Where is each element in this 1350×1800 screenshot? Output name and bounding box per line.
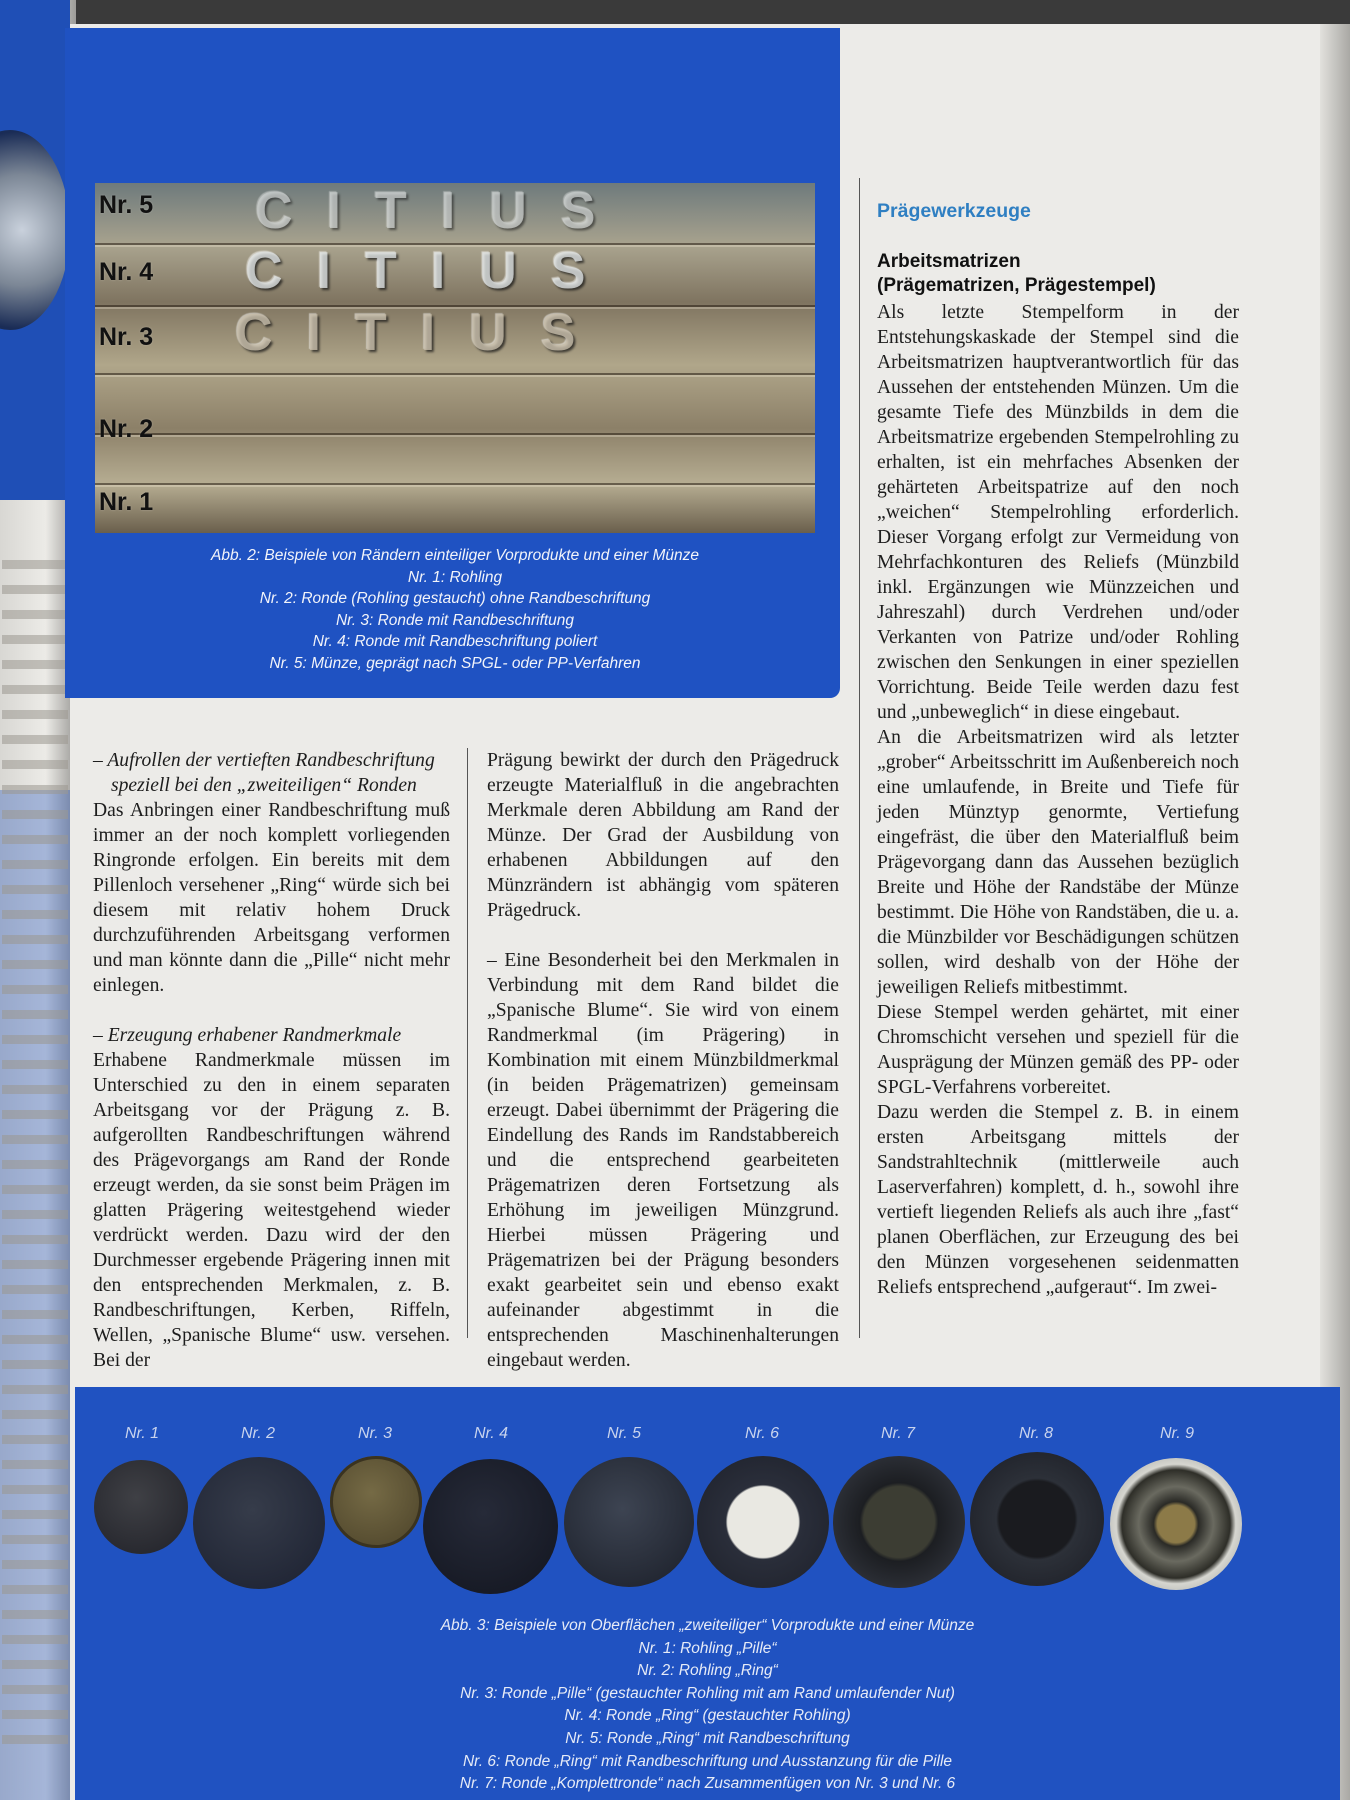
caption-line: Nr. 3: Ronde mit Randbeschriftung	[335, 611, 575, 629]
rim-label-nr1: Nr. 1	[99, 488, 154, 516]
coin-label-nr6: Nr. 6	[744, 1425, 780, 1442]
previous-page-text-line	[2, 1535, 68, 1544]
previous-page-text-line	[2, 610, 68, 619]
caption-line: Nr. 6: Ronde „Ring“ mit Randbeschriftung und Ausstanzung für die Pille	[462, 1752, 953, 1770]
euro-coin-eagle	[1110, 1458, 1242, 1590]
previous-page-text-line	[2, 910, 68, 919]
section-heading: Prägewerkzeuge	[877, 200, 1031, 222]
blank-pill-coin	[94, 1460, 188, 1554]
previous-page-text-line	[2, 960, 68, 969]
previous-page-text-line	[2, 860, 68, 869]
previous-page-text-line	[2, 1260, 68, 1269]
subheading-line: (Prägematrizen, Prägestempel)	[877, 275, 1156, 296]
previous-page-text-line	[2, 1635, 68, 1644]
previous-page-text-line	[2, 1235, 68, 1244]
paragraph: Dazu werden die Stempel z. B. in einem ersten Arbeitsgang mittels der Sandstrahltechnik (mittlerweile auch Laserverfahren) komplett, d. h., sowohl ihre vertieft liegenden Reliefs als auch ihre „fast“ planen Oberflächen, zur Erzeugung des bei den Münzen vorgesehenen seidenmatten Reliefs entsprechend „aufgeraut“. Im zwei-	[877, 1102, 1239, 1298]
rim-divider	[95, 433, 815, 437]
previous-page-text-line	[2, 1035, 68, 1044]
previous-page-text-line	[2, 885, 68, 894]
previous-page-text-line	[2, 1560, 68, 1569]
previous-page-text-line	[2, 710, 68, 719]
struck-coin-nr8	[970, 1452, 1104, 1586]
paragraph-gap	[487, 923, 839, 948]
previous-page-text-line	[2, 1385, 68, 1394]
previous-page-text-line	[2, 1435, 68, 1444]
caption-line: Nr. 1: Rohling „Pille“	[638, 1639, 777, 1657]
column-rule	[467, 748, 468, 1338]
text-column-2	[487, 748, 839, 1373]
previous-page-text-line	[2, 560, 68, 569]
rim-divider	[95, 373, 815, 377]
text-column-1	[93, 748, 450, 1373]
paragraph: – Eine Besonderheit bei den Merkmalen in Verbindung mit dem Rand bildet die „Spanische Blume“. Sie wird von einem Randmerkmal (im Prägering) in Kombination mit einem Münzbildmerkmal (in beiden Prägematrizen) gemeinsam erzeugt. Dabei übernimmt der Prägering die Eindellung des Rands im Randstabbereich und die entsprechend gearbeiteten Prägematrizen deren Fortsetzung als Erhöhung im jeweiligen Münzgrund. Hierbei müssen Prägering und Prägematrizen bei der Prägung besonders exakt gearbeitet sein und ebenso exakt aufeinander abgestimmt in die entsprechenden Maschinenhalterungen eingebaut werden.	[487, 950, 839, 1371]
pill-planchet-coin	[330, 1456, 422, 1548]
rim-label-nr5: Nr. 5	[99, 191, 154, 219]
edge-lettering-nr3: CITIUS	[235, 304, 610, 362]
caption-line: Nr. 2: Ronde (Rohling gestaucht) ohne Randbeschriftung	[259, 590, 651, 607]
previous-page-text-line	[2, 1110, 68, 1119]
previous-page-text-line	[2, 935, 68, 944]
ring-punched-coin	[697, 1456, 829, 1588]
figure-3-caption	[75, 1615, 1340, 1796]
previous-page-text-line	[2, 835, 68, 844]
caption-line: Abb. 2: Beispiele von Rändern einteiliger Vorprodukte und einer Münze	[211, 547, 699, 564]
paragraph-gap	[93, 998, 450, 1023]
subsection-heading: – Aufrollen der vertieften Randbeschriftung	[93, 750, 435, 771]
ring-planchet-coin	[423, 1459, 558, 1594]
caption-line: Nr. 3: Ronde „Pille“ (gestauchter Rohling mit am Rand umlaufender Nut)	[460, 1684, 955, 1702]
caption-line: Nr. 7: Ronde „Komplettronde“ nach Zusammenfügen von Nr. 3 und Nr. 6	[459, 1775, 956, 1793]
caption-line: Nr. 2: Rohling „Ring“	[637, 1662, 778, 1680]
previous-page-text-line	[2, 1135, 68, 1144]
previous-page-text-line	[2, 635, 68, 644]
caption-line: Nr. 1: Rohling	[407, 568, 503, 586]
previous-page-text-line	[2, 585, 68, 594]
previous-page-text-line	[2, 660, 68, 669]
previous-page-text-line	[2, 1510, 68, 1519]
figure-2-caption	[95, 545, 815, 674]
coin-label-nr3: Nr. 3	[357, 1425, 393, 1442]
rim-label-nr4: Nr. 4	[99, 258, 154, 286]
previous-page-text-line	[2, 1360, 68, 1369]
previous-page-text-line	[2, 1460, 68, 1469]
caption-line: Nr. 5: Münze, geprägt nach SPGL- oder PP-Verfahren	[269, 654, 641, 672]
previous-page-text-line	[2, 1210, 68, 1219]
previous-page-text-line	[2, 810, 68, 819]
caption-line: Abb. 3: Beispiele von Oberflächen „zweiteiliger“ Vorprodukte und einer Münze	[440, 1617, 975, 1634]
previous-page-text-line	[2, 985, 68, 994]
subsection-heading: speziell bei den „zweiteiligen“ Ronden	[111, 775, 417, 796]
previous-page-text-fragment	[2, 560, 72, 1760]
blank-ring-coin	[193, 1457, 325, 1589]
previous-page-text-line	[2, 685, 68, 694]
caption-line: Nr. 5: Ronde „Ring“ mit Randbeschriftung	[565, 1729, 850, 1747]
subheading	[877, 250, 1257, 298]
complete-planchet-coin	[833, 1456, 965, 1588]
paragraph: Als letzte Stempelform in der Entstehungskaskade der Stempel sind die Arbeitsmatrizen hauptverantwortlich für das Aussehen der entstehenden Münzen. Um die gesamte Tiefe des Münzbilds in dem die Arbeitsmatrize ergebenden Stempelrohling zu erhalten, ist ein mehrfaches Absenken der gehärteten Arbeitspatrize auf den noch „weichen“ Stempelrohling erforderlich. Dieser Vorgang erfolgt zur Vermeidung von Mehrfachkonturen des Reliefs (Münzbild inkl. Ergänzungen wie Münzzeichen und Jahreszahl) durch Verdrehen und/oder Verkanten von Patrize und/oder Rohling zwischen den Senkungen in einer speziellen Vorrichtung. Beide Teile werden dazu fest und „unbeweglich“ in diese eingebaut.	[877, 302, 1239, 723]
coin-label-nr9: Nr. 9	[1159, 1425, 1195, 1442]
coin-label-nr7: Nr. 7	[880, 1425, 916, 1442]
previous-page-text-line	[2, 1710, 68, 1719]
previous-page-text-line	[2, 735, 68, 744]
edge-lettering-nr4: CITIUS	[245, 242, 620, 300]
previous-page-text-line	[2, 1660, 68, 1669]
previous-page-text-line	[2, 1485, 68, 1494]
paragraph: Das Anbringen einer Randbeschriftung muß immer an der noch komplett vorliegenden Ringronde erfolgen. Ein bereits mit dem Pillenloch versehener „Ring“ würde sich bei diesem mit relativ hohem Druck durchzuführenden Arbeitsgang verformen und man könnte dann die „Pille“ nicht mehr einlegen.	[93, 800, 450, 996]
coin-label-nr2: Nr. 2	[240, 1425, 276, 1442]
coin-label-nr8: Nr. 8	[1018, 1425, 1054, 1442]
previous-page-text-line	[2, 1185, 68, 1194]
previous-page-text-line	[2, 760, 68, 769]
coin-label-nr4: Nr. 4	[473, 1425, 509, 1442]
previous-page-text-line	[2, 1060, 68, 1069]
previous-page-text-line	[2, 1085, 68, 1094]
previous-page-text-line	[2, 1010, 68, 1019]
caption-line: Nr. 4: Ronde mit Randbeschriftung poliert	[312, 633, 598, 650]
previous-page-text-line	[2, 1160, 68, 1169]
previous-page-text-line	[2, 1285, 68, 1294]
paragraph: An die Arbeitsmatrizen wird als letzter „grober“ Arbeitsschritt im Außenbereich noch eine umlaufende, in Breite und Tiefe für jeden Münztyp genormte, Vertiefung eingefräst, die über den Materialfluß beim Prägevorgang dann das Aussehen bezüglich Breite und Höhe der Randstäbe der Münze bestimmt. Die Höhe von Randstäben, die u. a. die Münzbilder vor Beschädigungen schützen sollen, wird deshalb von der Höhe der jeweiligen Reliefs mitbestimmt.	[877, 727, 1239, 998]
previous-page-text-line	[2, 1585, 68, 1594]
previous-page-text-line	[2, 1735, 68, 1744]
previous-page-text-line	[2, 1310, 68, 1319]
rim-divider	[95, 483, 815, 487]
edge-lettering-nr5: CITIUS	[255, 183, 630, 240]
previous-page-text-line	[2, 1335, 68, 1344]
previous-page-text-line	[2, 785, 68, 794]
text-column-3	[877, 300, 1239, 1300]
rim-label-nr2: Nr. 2	[99, 415, 154, 443]
paragraph: Erhabene Randmerkmale müssen im Unterschied zu den in einem separaten Arbeitsgang vor der Prägung z. B. aufgerollten Randbeschriftungen während des Prägevorgangs am Rand der Ronde erzeugt werden, da sie sonst beim Prägen im glatten Prägering weitestgehend wieder verdrückt werden. Dazu wird der den Durchmesser ergebende Prägering innen mit den entsprechenden Merkmalen, z. B. Randbeschriftungen, Kerben, Riffeln, Wellen, „Spanische Blume“ usw. versehen. Bei der	[93, 1050, 450, 1371]
ring-edge-lettered-coin	[564, 1457, 694, 1587]
previous-page-text-line	[2, 1685, 68, 1694]
paragraph: Prägung bewirkt der durch den Prägedruck erzeugte Materialfluß in die angebrachten Merkmale deren Abbildung am Rand der Münze. Der Grad der Ausbildung von erhabenen Abbildungen auf den Münzrändern ist abhängig vom späteren Prägedruck.	[487, 750, 839, 921]
rim-label-nr3: Nr. 3	[99, 323, 154, 351]
coin-edges-photo	[95, 183, 815, 533]
coin-label-nr5: Nr. 5	[606, 1425, 642, 1442]
previous-page-text-line	[2, 1610, 68, 1619]
previous-page-text-line	[2, 1410, 68, 1419]
caption-line: Nr. 4: Ronde „Ring“ (gestauchter Rohling)	[564, 1707, 851, 1725]
subheading-line: Arbeitsmatrizen	[877, 251, 1021, 272]
coin-label-nr1: Nr. 1	[124, 1425, 160, 1442]
column-rule	[859, 178, 860, 1338]
paragraph: Diese Stempel werden gehärtet, mit einer Chromschicht versehen und speziell für die Ausprägung der Münzen gemäß des PP- oder SPGL-Verfahrens vorbereitet.	[877, 1002, 1239, 1098]
subsection-heading: – Erzeugung erhabener Randmerkmale	[93, 1025, 402, 1046]
